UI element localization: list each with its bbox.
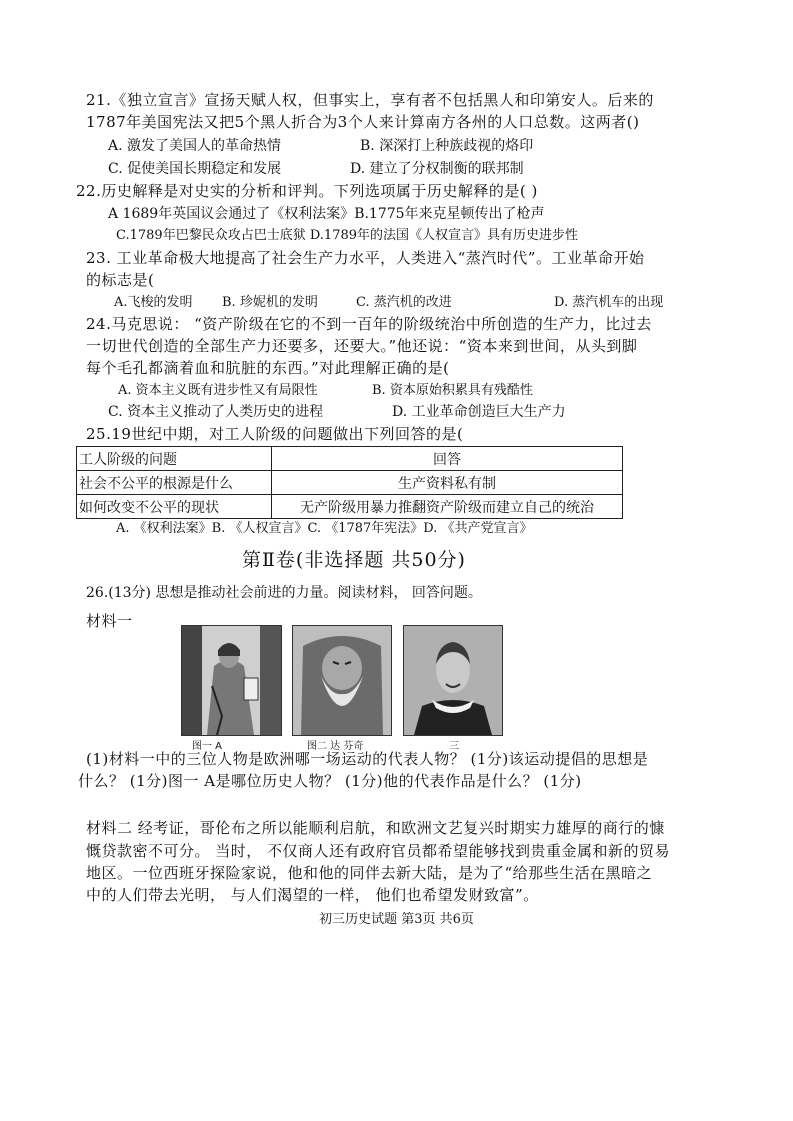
figure-3-portrait xyxy=(403,625,503,736)
q21-option-d: D. 建立了分权制衡的联邦制 xyxy=(350,161,524,177)
q24-option-d: D. 工业革命创造巨大生产力 xyxy=(392,404,566,420)
table-cell: 如何改变不公平的现状 xyxy=(77,495,272,519)
q23-stem-line1: 23. 工业革命极大地提高了社会生产力水平，人类进入“蒸汽时代”。工业革命开始 xyxy=(86,249,645,267)
table-header-cell: 工人阶级的问题 xyxy=(77,447,272,471)
section-title: 第Ⅱ卷(非选择题 共50分) xyxy=(242,549,466,571)
q21-stem-line1: 21.《独立宣言》宣扬天赋人权，但事实上，享有者不包括黑人和印第安人。后来的 xyxy=(86,91,654,109)
material-2-line4: 中的人们带去光明， 与人们渴望的一样， 他们也希望发财致富”。 xyxy=(86,886,539,904)
q24-stem-line1: 24.马克思说： “资产阶级在它的不到一百年的阶级统治中所创造的生产力，比过去 xyxy=(86,315,652,333)
table-row xyxy=(77,471,623,495)
q26-sub1-line1: (1)材料一中的三位人物是欧洲哪一场运动的代表人物？ (1分)该运动提倡的思想是 xyxy=(86,750,649,768)
figure-1-portrait xyxy=(181,625,282,736)
q21-option-c: C. 促使美国长期稳定和发展 xyxy=(108,161,282,177)
q22-stem: 22.历史解释是对史实的分析和评判。下列选项属于历史解释的是( ) xyxy=(76,182,538,200)
q21-stem-line2: 1787年美国宪法又把5个黑人折合为3个人来计算南方各州的人口总数。这两者() xyxy=(86,113,640,131)
table-header-cell: 回答 xyxy=(272,447,623,471)
table-cell: 社会不公平的根源是什么 xyxy=(77,471,272,495)
q23-option-b: B. 珍妮机的发明 xyxy=(222,295,318,310)
material-2-line2: 慨贷款密不可分。 当时， 不仅商人还有政府官员都希望能够找到贵重金属和新的贸易 xyxy=(86,842,671,860)
q26-stem: 26.(13分) 思想是推动社会前进的力量。阅读材料， 回答问题。 xyxy=(86,585,482,601)
table-cell: 生产资料私有制 xyxy=(272,471,623,495)
figure-3-caption: 三 xyxy=(449,741,459,752)
q24-option-b: B. 资本原始积累具有残酷性 xyxy=(372,383,533,398)
q21-option-a: A. 激发了美国人的革命热情 xyxy=(108,138,282,154)
figure-2-portrait xyxy=(292,625,392,736)
material-2-line3: 地区。一位西班牙探险家说，他和他的同伴去新大陆，是为了“给那些生活在黑暗之 xyxy=(86,864,653,882)
q23-option-c: C. 蒸汽机的改进 xyxy=(356,295,452,310)
q21-option-b: B. 深深打上种族歧视的烙印 xyxy=(360,138,534,154)
q26-sub1-line2: 什么？ (1分)图一 A是哪位历史人物？ (1分)他的代表作品是什么？ (1分) xyxy=(78,772,582,790)
q23-stem-line2: 的标志是( xyxy=(86,271,155,289)
q22-options-cd: C.1789年巴黎民众攻占巴士底狱 D.1789年的法国《人权宣言》具有历史进步性 xyxy=(116,228,579,243)
table-row xyxy=(77,447,623,471)
figure-2-caption: 图二 达 芬奇 xyxy=(307,741,364,752)
q22-options-ab: A 1689年英国议会通过了《权利法案》B.1775年来克星顿传出了枪声 xyxy=(108,206,545,222)
q25-table xyxy=(76,446,623,519)
q24-option-a: A. 资本主义既有进步性又有局限性 xyxy=(118,383,318,398)
page-footer: 初三历史试题 第3页 共6页 xyxy=(319,912,474,927)
q24-stem-line2: 一切世代创造的全部生产力还要多，还要大。”他还说：“资本来到世间，从头到脚 xyxy=(86,337,638,355)
q23-option-d: D. 蒸汽机车的出现 xyxy=(554,295,664,310)
q24-stem-line3: 每个毛孔都滴着血和肮脏的东西。”对此理解正确的是( xyxy=(86,359,450,377)
q25-stem: 25.19世纪中期，对工人阶级的问题做出下列回答的是( xyxy=(86,425,464,443)
q23-option-a: A.飞梭的发明 xyxy=(114,295,193,310)
q25-options: A. 《权利法案》B. 《人权宣言》C. 《1787年宪法》D. 《共产党宣言》 xyxy=(116,521,533,536)
table-row xyxy=(77,495,623,519)
material-2-line1: 材料二 经考证，哥伦布之所以能顺利启航，和欧洲文艺复兴时期实力雄厚的商行的慷 xyxy=(86,819,665,837)
material-1-label: 材料一 xyxy=(86,612,133,630)
table-cell: 无产阶级用暴力推翻资产阶级而建立自己的统治 xyxy=(272,495,623,519)
figure-1-caption: 图一 A xyxy=(192,741,223,752)
q24-option-c: C. 资本主义推动了人类历史的进程 xyxy=(108,404,324,420)
